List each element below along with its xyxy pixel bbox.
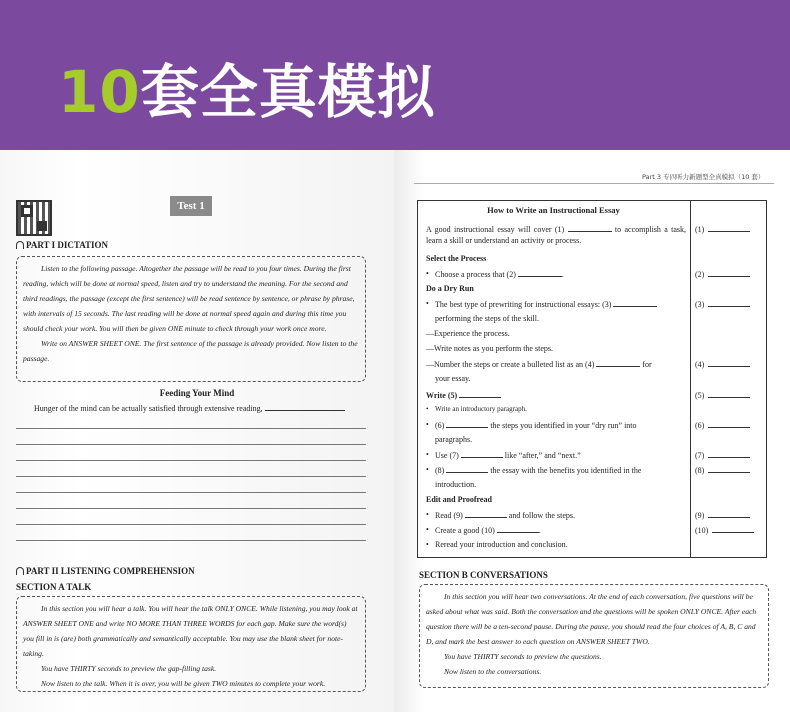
first-sentence-text: Hunger of the mind can be actually satisfied through extensive reading, <box>34 404 263 413</box>
writing-line <box>16 460 366 461</box>
answer-blank <box>446 464 488 473</box>
first-sentence <box>34 402 345 413</box>
answer-slot <box>695 524 754 535</box>
answer-blank <box>596 358 640 367</box>
text-run: (8) <box>435 466 445 475</box>
answer-blank <box>613 298 657 307</box>
text-run: for <box>642 360 652 369</box>
text-run: the essay with the benefits you identified in the <box>490 466 642 475</box>
text-run: like “after,” and “next.” <box>504 451 581 460</box>
answer-number: (3) <box>695 300 705 309</box>
passage-title: Feeding Your Mind <box>159 388 235 398</box>
answer-slot <box>695 223 750 234</box>
essay-subitem: —Experience the process. <box>426 329 510 338</box>
text-run: Create a good (10) <box>435 526 495 535</box>
essay-item-cont: paragraphs. <box>435 435 473 444</box>
essay-item <box>426 509 686 521</box>
talk-instructions <box>16 596 366 692</box>
dictation-instructions <box>16 256 366 382</box>
essay-item-cont: introduction. <box>435 480 477 489</box>
essay-heading: Edit and Proofread <box>426 495 492 504</box>
answer-number: (4) <box>695 360 705 369</box>
answer-number: (8) <box>695 466 705 475</box>
answer-blank <box>497 524 539 533</box>
answer-slot <box>695 268 750 279</box>
section-a-heading: SECTION A TALK <box>16 582 92 592</box>
section-b-heading: SECTION B CONVERSATIONS <box>419 570 548 580</box>
instruction-paragraph: Now listen to the talk. When it is over, you will be given TWO minutes to complete your work. <box>41 679 326 688</box>
part2-heading <box>16 566 195 576</box>
answer-slot <box>695 509 750 520</box>
header-divider <box>414 183 774 184</box>
answer-slot <box>695 358 750 369</box>
essay-item <box>426 464 686 476</box>
writing-line <box>16 492 366 493</box>
writing-line <box>16 476 366 477</box>
instruction-paragraph: In this section you will hear a talk. You will hear the talk ONLY ONCE. While listening, you may look at ANSWER SHEET ONE and write NO MORE THAN THREE WORDS for each gap. Make sure the word(s) you fill in is (are) both grammatically and semantically acceptable. You may use the blank sheet for note-taking. <box>23 604 358 658</box>
text-run: to accomplish a task, learn a skill or understand an activity or process. <box>426 225 687 245</box>
headphones-icon <box>16 567 24 575</box>
answer-line <box>708 449 750 458</box>
instruction-paragraph: In this section you will hear two conversations. At the end of each conversation, five questions will be asked about what was said. Both the conversation and the questions will be spoken ONLY ONCE. After each question there will be a ten-second pause. During the pause, you should read the four choices of A, B, C and D, and mark the best answer to each question on ANSWER SHEET TWO. <box>426 592 757 646</box>
answer-line <box>708 509 750 518</box>
text-run: Read (9) <box>435 511 463 520</box>
answer-number: (9) <box>695 511 705 520</box>
instruction-paragraph: You have THIRTY seconds to preview the questions. <box>444 652 602 661</box>
instruction-paragraph: Write on ANSWER SHEET ONE. The first sentence of the passage is already provided. Now listen to the passage. <box>23 339 358 363</box>
text-run: . <box>561 270 564 279</box>
essay-item <box>426 298 686 310</box>
essay-subitem: —Write notes as you perform the steps. <box>426 344 553 353</box>
answer-number: (10) <box>695 526 709 535</box>
answer-line <box>708 298 750 307</box>
answer-line <box>708 268 750 277</box>
answer-blank <box>459 389 501 398</box>
text-run: The best type of prewriting for instructional essays: (3) <box>435 300 612 309</box>
answer-blank <box>446 419 488 428</box>
test-label: Test 1 <box>170 196 212 216</box>
essay-title: How to Write an Instructional Essay <box>487 205 620 215</box>
answer-number: (1) <box>695 225 705 234</box>
essay-item <box>426 524 686 536</box>
answer-line <box>708 358 750 367</box>
essay-item <box>426 268 686 280</box>
right-page <box>394 150 790 712</box>
essay-item-cont: your essay. <box>435 374 471 383</box>
essay-item <box>426 419 686 431</box>
answer-line <box>708 464 750 473</box>
text-run: —Number the steps or create a bulleted list as an (4) <box>426 360 595 369</box>
left-page <box>0 150 394 712</box>
text-run: and follow the steps. <box>508 511 575 520</box>
answer-blank <box>461 449 503 458</box>
answer-blank <box>518 268 562 277</box>
text-run: Choose a process that (2) <box>435 270 516 279</box>
answer-line <box>708 419 750 428</box>
headphones-icon <box>16 241 24 249</box>
answer-blank <box>568 223 612 232</box>
essay-subitem <box>426 358 686 370</box>
essay-heading: Do a Dry Run <box>426 284 474 293</box>
banner-text: 套全真模拟 <box>140 58 436 126</box>
essay-heading <box>426 389 686 401</box>
writing-line <box>16 524 366 525</box>
qr-code[interactable] <box>16 200 52 236</box>
essay-item: • Reread your introduction and conclusion. <box>426 539 686 550</box>
answer-blank <box>265 402 345 411</box>
text-run: Write (5) <box>426 391 458 400</box>
essay-item <box>426 449 686 461</box>
instruction-paragraph: Listen to the following passage. Altogether the passage will be read to you four times. During the first reading, which will be done at normal speed, listen and try to understand the meaning. For the second and third readings, the passage (except the first sentence) will be read sentence by sentence, or phrase by phrase, with intervals of 15 seconds. The last reading will be done at normal speed again and during this time you should check your work. You will then be given ONE minute to check through your work once more. <box>23 264 355 333</box>
answer-slot <box>695 298 750 309</box>
answer-line <box>708 389 750 398</box>
conversation-instructions <box>419 584 769 688</box>
running-header: Part 3 专四听力新题型全真模拟（10 套） <box>642 173 765 181</box>
writing-line <box>16 428 366 429</box>
text-run: the steps you identified in your “dry run” into <box>490 421 637 430</box>
answer-number: (7) <box>695 451 705 460</box>
answer-number: (2) <box>695 270 705 279</box>
answer-line <box>708 223 750 232</box>
essay-item-cont: performing the steps of the skill. <box>435 314 539 323</box>
answer-slot <box>695 464 750 475</box>
answer-blank <box>465 509 507 518</box>
answer-number: (6) <box>695 421 705 430</box>
writing-line <box>16 540 366 541</box>
banner <box>0 0 790 150</box>
part1-heading-text: PART I DICTATION <box>26 240 109 250</box>
answer-line <box>712 524 754 533</box>
instruction-paragraph: You have THIRTY seconds to preview the gap-filling task. <box>41 664 217 673</box>
writing-line <box>16 508 366 509</box>
answer-number: (5) <box>695 391 705 400</box>
answer-slot <box>695 449 750 460</box>
answer-slot <box>695 419 750 430</box>
part2-heading-text: PART II LISTENING COMPREHENSION <box>26 566 195 576</box>
text-run: (6) <box>435 421 445 430</box>
writing-line <box>16 444 366 445</box>
part1-heading <box>16 240 108 250</box>
banner-title <box>58 60 436 124</box>
essay-intro <box>426 223 686 246</box>
instruction-paragraph: Now listen to the conversations. <box>444 667 542 676</box>
text-run: . <box>538 526 541 535</box>
essay-item: • Write an introductory paragraph. <box>426 404 686 415</box>
essay-heading: Select the Process <box>426 254 487 263</box>
text-run: A good instructional essay will cover (1) <box>426 225 565 234</box>
answer-slot <box>695 389 750 400</box>
text-run: Use (7) <box>435 451 459 460</box>
banner-number: 10 <box>58 58 141 126</box>
